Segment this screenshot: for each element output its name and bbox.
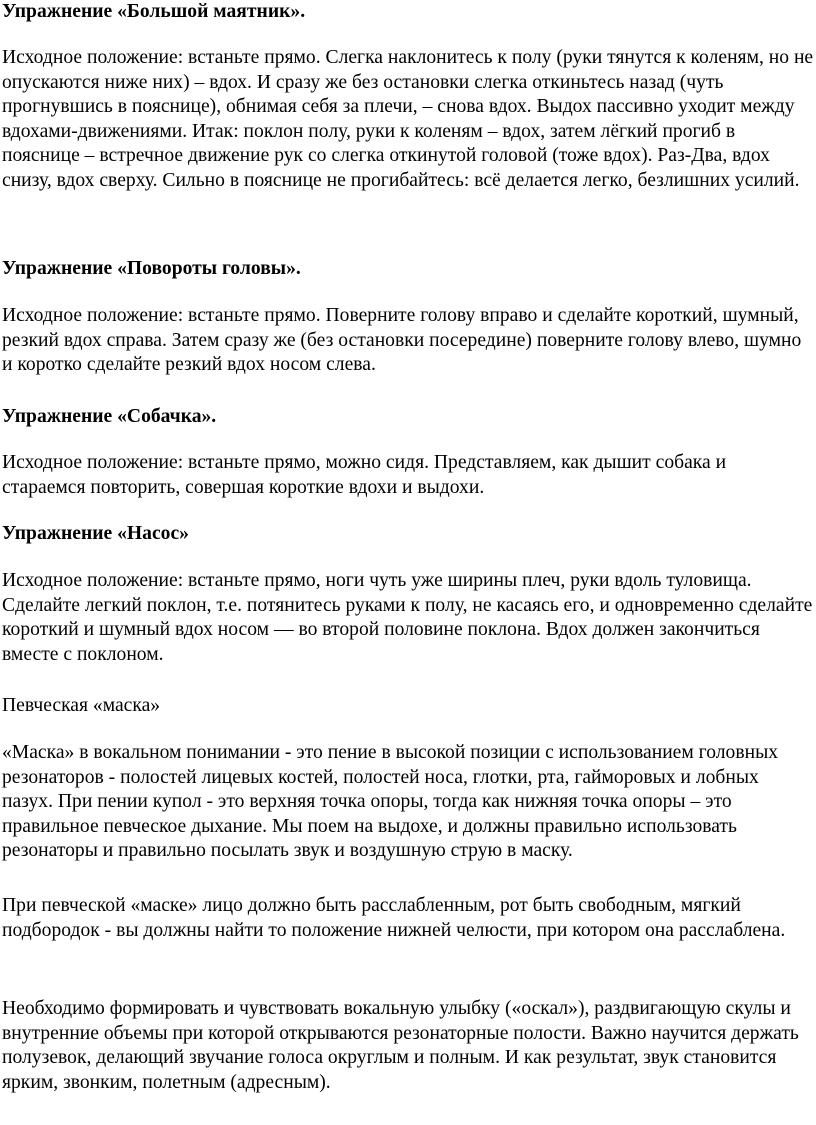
mask-paragraph-face: При певческой «маске» лицо должно быть расслабленным, рот быть свободным, мягкий подбородок - вы должны найти то положение нижней челюсти, при котором она расслаблена.	[2, 895, 786, 941]
exercise-text-dog: Исходное положение: встаньте прямо, можно сидя. Представляем, как дышит собака и стараемся повторить, совершая короткие вдохи и выдохи.	[2, 452, 727, 498]
section-title-singing-mask: Певческая «маска»	[2, 695, 161, 716]
exercise-text-big-pendulum: Исходное положение: встаньте прямо. Слегка наклонитесь к полу (руки тянутся к коленям, но не опускаются ниже них) – вдох. И сразу же без остановки слегка откиньтесь назад (чуть прогнувшись в пояснице), обнимая себя за плечи, – снова вдох. Выдох пассивно уходит между вдохами-движениями. Итак: поклон полу, руки к коленям – вдох, затем лёгкий прогиб в пояснице – встречное движение рук со слегка откинутой головой (тоже вдох). Раз-Два, вдох снизу, вдох сверху. Сильно в пояснице не прогибайтесь: всё делается легко, безлишних усилий.	[2, 47, 814, 191]
exercise-heading-dog: Упражнение «Собачка».	[2, 406, 217, 427]
exercise-text-head-turns: Исходное положение: встаньте прямо. Поверните голову вправо и сделайте короткий, шумный, резкий вдох справа. Затем сразу же (без остановки посередине) поверните голову влево, шумно и коротко сделайте резкий вдох носом слева.	[2, 305, 802, 376]
mask-paragraph-definition: «Маска» в вокальном понимании - это пение в высокой позиции с использованием головных резонаторов - полостей лицевых костей, полостей носа, глотки, рта, гайморовых и лобных пазух. При пении купол - это верхняя точка опоры, тогда как нижняя точка опоры – это правильное певческое дыхание. Мы поем на выдохе, и должны правильно использовать резонаторы и правильно посылать звук и воздушную струю в маску.	[2, 742, 779, 862]
exercise-heading-head-turns: Упражнение «Повороты головы».	[2, 258, 301, 279]
exercise-heading-pump: Упражнение «Насос»	[2, 523, 189, 544]
exercise-heading-big-pendulum: Упражнение «Большой маятник».	[2, 1, 306, 22]
exercise-text-pump: Исходное положение: встаньте прямо, ноги чуть уже ширины плеч, руки вдоль туловища. Сделайте легкий поклон, т.е. потянитесь руками к полу, не касаясь его, и одновременно сделайте короткий и шумный вдох носом — во второй половине поклона. Вдох должен закончиться вместе с поклоном.	[2, 570, 813, 665]
mask-paragraph-smile: Необходимо формировать и чувствовать вокальную улыбку («оскал»), раздвигающую скулы и внутренние объемы при которой открываются резонаторные полости. Важно научится держать полузевок, делающий звучание голоса округлым и полным. И как результат, звук становится ярким, звонким, полетным (адресным).	[2, 998, 799, 1093]
